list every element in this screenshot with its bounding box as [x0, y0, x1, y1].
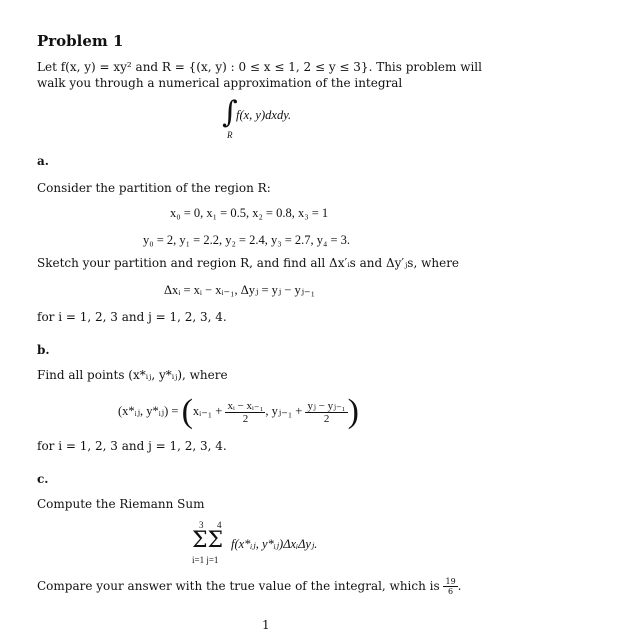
page-number: 1	[262, 618, 270, 632]
compare-text: Compare your answer with the true value of the integral, which is	[37, 579, 440, 593]
part-a-text: Consider the partition of the region R:	[37, 181, 271, 195]
period: .	[457, 579, 462, 593]
fraction-2-numerator: yⱼ − yⱼ₋₁	[307, 399, 346, 412]
true-value-fraction	[443, 577, 457, 596]
integral-expression: f(x, y)dxdy.	[236, 108, 292, 122]
midpoint-fraction-2	[305, 400, 347, 425]
fraction-1-denominator: 2	[242, 412, 249, 425]
sum-upper-j: 4	[217, 520, 222, 530]
fraction-2-denominator: 2	[323, 412, 330, 425]
fraction-1-numerator: xᵢ − xᵢ₋₁	[227, 399, 264, 412]
midpoint-fraction-1	[225, 400, 265, 425]
x-partition: x₀ = 0, x₁ = 0.5, x₂ = 0.8, x₃ = 1	[170, 206, 329, 220]
right-paren: )	[347, 393, 359, 431]
true-value-denominator: 6	[448, 587, 454, 596]
delta-definitions: Δxᵢ = xᵢ − xᵢ₋₁, Δyⱼ = yⱼ − yⱼ₋₁	[164, 283, 315, 297]
part-b-label: b.	[37, 343, 50, 357]
intro-line-1: Let f(x, y) = xy² and R = {(x, y) : 0 ≤ x ≤ 1, 2 ≤ y ≤ 3}. This problem will	[37, 60, 482, 74]
midpoint-term-1: xᵢ₋₁ +	[192, 404, 223, 418]
integral-sign: ∫	[222, 95, 238, 130]
part-c-compare-text	[37, 577, 462, 596]
sum-upper-i: 3	[199, 520, 204, 530]
midpoint-lhs: (x*ᵢⱼ, y*ᵢⱼ) =	[118, 404, 179, 418]
left-paren: (	[181, 393, 193, 431]
part-a-range: for i = 1, 2, 3 and j = 1, 2, 3, 4.	[37, 310, 227, 324]
problem-title: Problem 1	[37, 32, 124, 50]
part-b-range: for i = 1, 2, 3 and j = 1, 2, 3, 4.	[37, 439, 227, 453]
part-a-label: a.	[37, 154, 49, 168]
integral-region: R	[227, 130, 233, 140]
part-a-sketch-text: Sketch your partition and region R, and find all Δx′ᵢs and Δy′ⱼs, where	[37, 256, 460, 270]
midpoint-term-2: , yⱼ₋₁ +	[265, 404, 303, 418]
y-partition: y₀ = 2, y₁ = 2.2, y₂ = 2.4, y₃ = 2.7, y₄ = 3.	[143, 233, 351, 247]
intro-line-2: walk you through a numerical approximation of the integral	[37, 76, 403, 90]
riemann-sum-expression: f(x*ᵢⱼ, y*ᵢⱼ)ΔxᵢΔyⱼ.	[231, 537, 318, 551]
true-value-numerator: 19	[445, 577, 456, 586]
part-b-text: Find all points (x*ᵢⱼ, y*ᵢⱼ), where	[37, 368, 228, 382]
midpoint-formula	[118, 393, 359, 429]
part-c-label: c.	[37, 472, 49, 486]
sum-lower-limits: i=1 j=1	[192, 555, 219, 565]
part-c-text: Compute the Riemann Sum	[37, 497, 205, 511]
double-sum-symbol: ΣΣ	[192, 528, 224, 553]
